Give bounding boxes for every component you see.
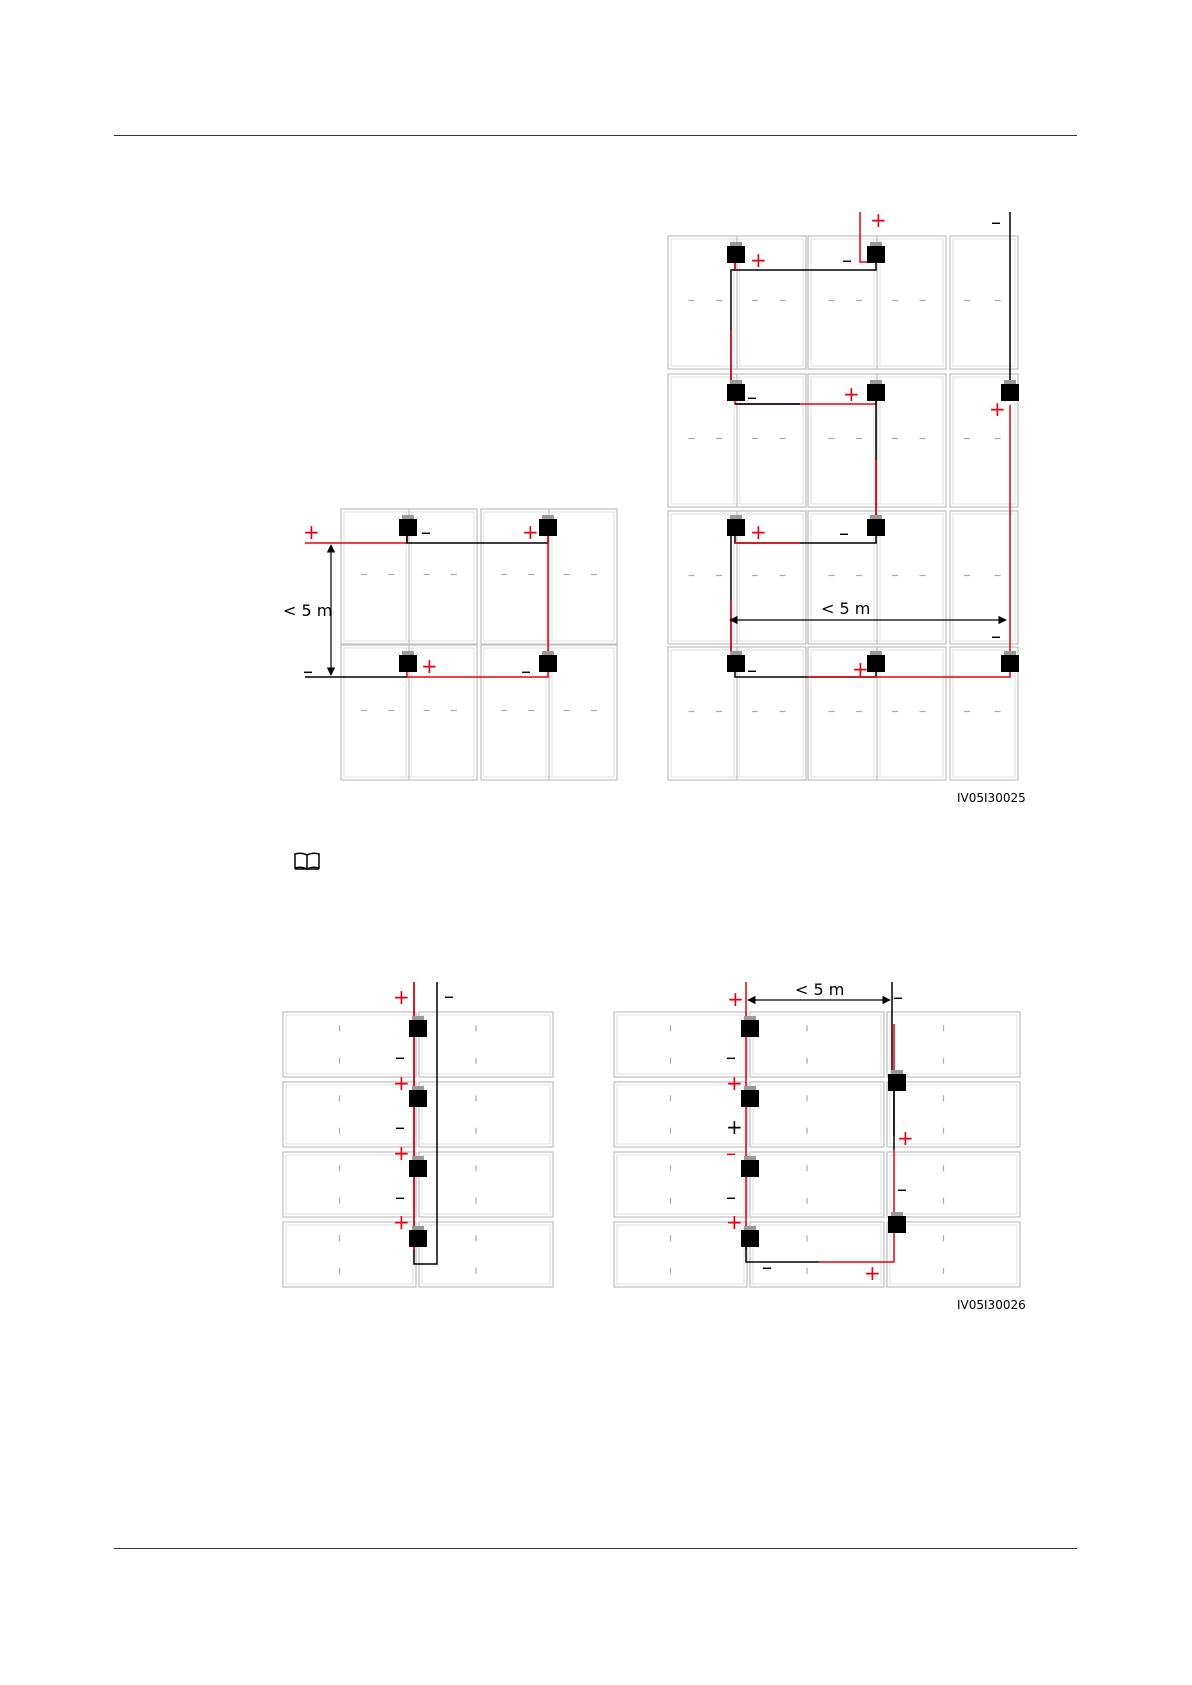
polarity-label: + (421, 654, 438, 678)
dimension-label: < 5 m (821, 599, 871, 618)
polarity-label: + (727, 987, 744, 1011)
optimizer (727, 380, 745, 401)
polarity-label: + (864, 1261, 881, 1285)
optimizer (409, 1226, 427, 1247)
polarity-label: + (852, 657, 869, 681)
polarity-label: + (726, 1071, 743, 1095)
solar-panel (419, 1152, 553, 1217)
optimizer (399, 651, 417, 672)
polarity-label: + (303, 520, 320, 544)
optimizer (1001, 651, 1019, 672)
solar-panel (750, 1012, 884, 1077)
optimizer (539, 651, 557, 672)
optimizer (409, 1016, 427, 1037)
optimizer (888, 1212, 906, 1233)
polarity-label: – (747, 385, 757, 409)
polarity-label: – (444, 984, 454, 1008)
polarity-label: – (897, 1177, 907, 1201)
polarity-label: + (393, 1071, 410, 1095)
polarity-label: – (842, 248, 852, 272)
solar-panel (887, 1012, 1020, 1077)
polarity-label: – (991, 210, 1001, 234)
optimizer (727, 515, 745, 536)
optimizer-boxes (399, 242, 1019, 1247)
polarity-label: + (726, 1210, 743, 1234)
optimizer (539, 515, 557, 536)
polarity-label: + (750, 520, 767, 544)
dimension-label: < 5 m (795, 980, 845, 999)
polarity-label: + (989, 397, 1006, 421)
solar-panel (950, 511, 1018, 644)
positive-wire (819, 1220, 894, 1262)
polarity-label: + (843, 382, 860, 406)
optimizer (867, 515, 885, 536)
polarity-label: + (726, 1115, 743, 1139)
optimizer (409, 1086, 427, 1107)
polarity-label: + (393, 1210, 410, 1234)
polarity-label: – (395, 1045, 405, 1069)
polarity-label: – (303, 659, 313, 683)
optimizer (867, 380, 885, 401)
polarity-label: – (991, 624, 1001, 648)
solar-panel (419, 1082, 553, 1147)
optimizer (867, 651, 885, 672)
polarity-label: – (839, 521, 849, 545)
solar-panel (950, 236, 1018, 369)
polarity-label: + (393, 985, 410, 1009)
solar-panel (750, 1152, 884, 1217)
polarity-label: – (395, 1185, 405, 1209)
polarity-label: – (521, 659, 531, 683)
polarity-label: – (726, 1045, 736, 1069)
polarity-label: – (726, 1141, 736, 1165)
polarity-label: – (893, 985, 903, 1009)
fig2-right-labels (726, 980, 1026, 1312)
polarity-label: + (897, 1126, 914, 1150)
optimizer (727, 242, 745, 263)
polarity-label: + (750, 248, 767, 272)
solar-panel (419, 1222, 553, 1287)
dimension-label: < 5 m (283, 601, 333, 620)
optimizer (399, 515, 417, 536)
positive-wire (305, 528, 407, 543)
book-icon (295, 853, 319, 869)
polarity-label: + (393, 1141, 410, 1165)
optimizer (867, 242, 885, 263)
optimizer (727, 651, 745, 672)
optimizer (409, 1156, 427, 1177)
polarity-label: – (747, 658, 757, 682)
figure-id: IV05I30025 (957, 791, 1026, 805)
polarity-label: + (522, 520, 539, 544)
figure-id: IV05I30026 (957, 1298, 1026, 1312)
polarity-label: – (395, 1115, 405, 1139)
polarity-label: – (421, 520, 431, 544)
polarity-label: + (870, 208, 887, 232)
solar-panel (419, 1012, 553, 1077)
optimizer (888, 1070, 906, 1091)
solar-panel (887, 1222, 1020, 1287)
polarity-label: – (762, 1255, 772, 1279)
polarity-label: – (726, 1185, 736, 1209)
solar-panel (750, 1082, 884, 1147)
